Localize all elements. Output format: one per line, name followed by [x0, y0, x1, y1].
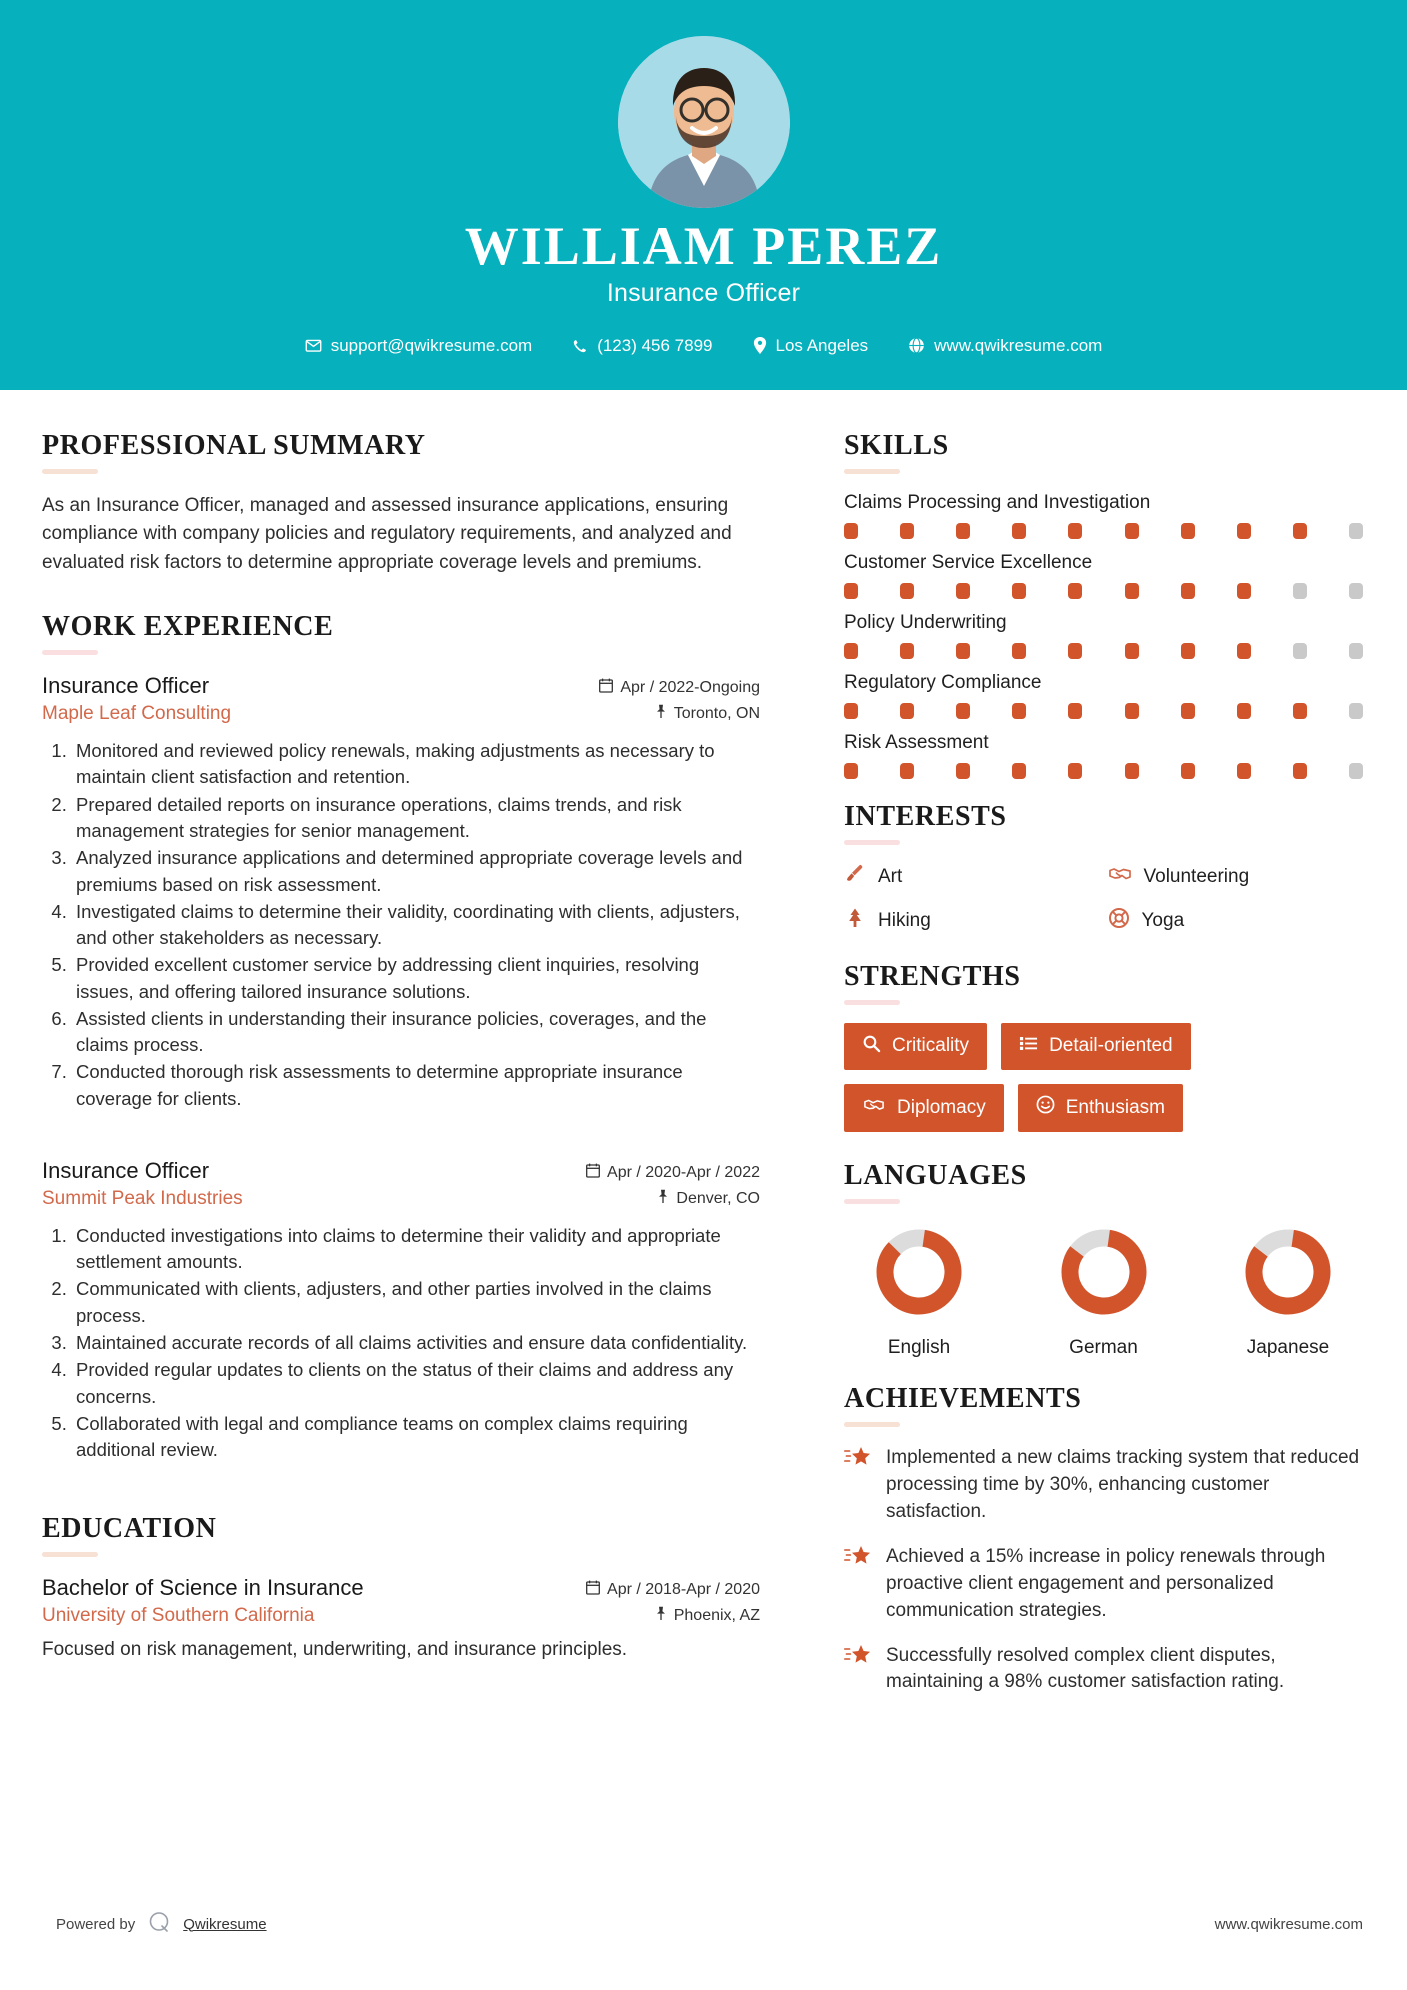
skill-dot [844, 583, 858, 599]
skill-dot [1293, 763, 1307, 779]
resume-header [0, 0, 1407, 390]
section-rule [42, 650, 98, 655]
phone-icon [572, 338, 588, 354]
skill-dot [1349, 523, 1363, 539]
interests-heading: INTERESTS [844, 800, 1007, 832]
pushpin-icon [657, 1189, 669, 1209]
entry-location-text: Denver, CO [676, 1189, 760, 1207]
section-education [42, 1513, 760, 1661]
section-achievements [844, 1383, 1363, 1697]
skill-dot [1125, 523, 1139, 539]
skill-row [844, 552, 1363, 599]
skill-label: Customer Service Excellence [844, 551, 1093, 573]
interest-item [844, 907, 1100, 935]
interest-item [844, 863, 1100, 891]
entry-sub [42, 1605, 760, 1627]
strength-label: Diplomacy [897, 1096, 986, 1118]
avatar-photo-icon [618, 36, 790, 208]
skill-dot [844, 703, 858, 719]
language-item [844, 1222, 994, 1359]
right-column [800, 390, 1407, 1725]
skill-rating [844, 763, 1363, 779]
resume-body [0, 390, 1407, 1725]
strength-label: Detail-oriented [1049, 1035, 1173, 1057]
list-item: 3. Maintained accurate records of all claims activities and ensure data confidentiality. [72, 1330, 760, 1356]
skill-dot [1293, 643, 1307, 659]
skill-dot [844, 763, 858, 779]
smiley-icon [1036, 1095, 1055, 1120]
skill-dot [844, 523, 858, 539]
language-label: English [887, 1336, 951, 1358]
skill-dot [1293, 583, 1307, 599]
entry-bullets [42, 738, 760, 1112]
handshake-icon [862, 1095, 886, 1121]
section-work-experience [42, 611, 760, 1463]
section-rule [844, 469, 900, 474]
section-rule [42, 1552, 98, 1557]
skill-row [844, 492, 1363, 539]
job-title: Insurance Officer [606, 278, 801, 307]
footer-brand-link[interactable]: Qwikresume [183, 1915, 267, 1933]
skill-dot [900, 763, 914, 779]
skill-dot [956, 763, 970, 779]
section-rule [844, 1422, 900, 1427]
footer-website[interactable]: www.qwikresume.com [1214, 1915, 1363, 1933]
entry-role: Insurance Officer [42, 1157, 210, 1183]
qwikresume-logo-icon [147, 1910, 171, 1938]
skill-label: Policy Underwriting [844, 611, 1007, 633]
skill-rating [844, 643, 1363, 659]
section-skills [844, 430, 1363, 779]
contact-email-text: support@qwikresume.com [330, 335, 533, 355]
experience-entry [42, 673, 760, 1112]
section-professional-summary [42, 430, 760, 578]
interest-item [1108, 863, 1364, 891]
star-icon [844, 1643, 872, 1674]
experience-entry [42, 1158, 760, 1463]
calendar-icon [599, 678, 613, 698]
contact-row [0, 336, 1407, 356]
summary-text: As an Insurance Officer, managed and assessed insurance applications, ensuring compliance with company policies and regulatory requirements, and analyzed and evaluated risk factors to determine appropriate coverage levels and premiums. [42, 494, 732, 573]
skill-rating [844, 703, 1363, 719]
skill-dot [844, 643, 858, 659]
footer-powered-text: Powered by [56, 1915, 136, 1933]
skill-dot [1181, 643, 1195, 659]
achievement-text: Successfully resolved complex client disputes, maintaining a 98% customer satisfaction rating. [886, 1644, 1285, 1693]
skill-dot [956, 703, 970, 719]
strengths-list [844, 1023, 1363, 1132]
skill-dot [1012, 643, 1026, 659]
strength-label: Criticality [892, 1035, 970, 1057]
skill-dot [900, 703, 914, 719]
skill-dot [1181, 523, 1195, 539]
achievement-item [844, 1445, 1363, 1526]
section-strengths [844, 961, 1363, 1132]
achievement-item [844, 1544, 1363, 1625]
star-icon [844, 1544, 872, 1575]
entry-dates [586, 1163, 760, 1183]
entry-dates [599, 678, 760, 698]
skill-dot [1237, 523, 1251, 539]
entry-head [42, 673, 760, 699]
strength-tag-detail-oriented [1001, 1023, 1191, 1070]
skill-dot [1068, 643, 1082, 659]
interest-label: Hiking [878, 909, 931, 931]
entry-organization: University of Southern California [42, 1605, 315, 1627]
calendar-icon [586, 1580, 600, 1600]
language-donut-chart [869, 1222, 969, 1322]
entry-location-text: Phoenix, AZ [673, 1607, 760, 1625]
strength-label: Enthusiasm [1065, 1096, 1165, 1118]
contact-location [753, 336, 869, 356]
pushpin-icon [655, 1606, 667, 1626]
resume-footer [0, 1910, 1407, 1938]
skill-dot [1012, 763, 1026, 779]
contact-location-text: Los Angeles [775, 335, 869, 355]
section-languages [844, 1160, 1363, 1359]
entry-location [655, 704, 760, 724]
work-heading: WORK EXPERIENCE [42, 611, 334, 643]
skill-dot [900, 643, 914, 659]
interests-grid [844, 863, 1363, 935]
skill-dot [956, 583, 970, 599]
language-item [1213, 1222, 1363, 1359]
skill-dot [1237, 763, 1251, 779]
summary-heading: PROFESSIONAL SUMMARY [42, 429, 426, 461]
skill-dot [956, 643, 970, 659]
skill-dot [1012, 523, 1026, 539]
list-item: 3. Analyzed insurance applications and determined appropriate coverage levels and premiums based on risk assessment. [72, 845, 760, 898]
language-donut-chart [1054, 1222, 1154, 1322]
skill-label: Regulatory Compliance [844, 671, 1042, 693]
section-rule [844, 840, 900, 845]
skill-dot [956, 523, 970, 539]
search-icon [862, 1034, 881, 1059]
education-note: Focused on risk management, underwriting, and insurance principles. [42, 1639, 628, 1661]
star-icon [844, 1445, 872, 1476]
contact-website-text: www.qwikresume.com [934, 335, 1103, 355]
list-item: 5. Collaborated with legal and compliance teams on complex claims requiring additional review. [72, 1411, 760, 1464]
skill-dot [1125, 583, 1139, 599]
skill-dot [1181, 703, 1195, 719]
skill-label: Risk Assessment [844, 731, 989, 753]
skill-rating [844, 523, 1363, 539]
skill-dot [1293, 703, 1307, 719]
skill-dot [1068, 523, 1082, 539]
skill-dot [1012, 583, 1026, 599]
education-entry [42, 1575, 760, 1661]
skill-dot [1181, 763, 1195, 779]
skill-dot [1237, 703, 1251, 719]
avatar [618, 36, 790, 208]
languages-row [844, 1222, 1363, 1359]
languages-heading: LANGUAGES [844, 1159, 1027, 1191]
section-rule [844, 1000, 900, 1005]
skill-dot [1012, 703, 1026, 719]
list-item: 2. Communicated with clients, adjusters, and other parties involved in the claims process. [72, 1276, 760, 1329]
skill-dot [900, 523, 914, 539]
education-heading: EDUCATION [42, 1513, 217, 1545]
list-item: 1. Monitored and reviewed policy renewals, making adjustments as necessary to maintain client satisfaction and retention. [72, 738, 760, 791]
section-rule [42, 469, 98, 474]
contact-phone[interactable] [572, 336, 712, 356]
globe-icon [908, 337, 925, 354]
entry-organization: Maple Leaf Consulting [42, 703, 232, 725]
list-item: 2. Prepared detailed reports on insurance operations, claims trends, and risk management strategies for senior management. [72, 792, 760, 845]
tree-icon [844, 907, 866, 935]
achievements-heading: ACHIEVEMENTS [844, 1382, 1082, 1414]
paintbrush-icon [844, 863, 866, 891]
page-title: WILLIAM PEREZ [464, 216, 943, 276]
entry-role: Insurance Officer [42, 673, 210, 699]
left-column [0, 390, 800, 1698]
list-item: 7. Conducted thorough risk assessments to determine appropriate insurance coverage for clients. [72, 1059, 760, 1112]
handshake-icon [1108, 863, 1132, 891]
language-item [1029, 1222, 1179, 1359]
language-label: German [1069, 1336, 1138, 1358]
entry-bullets [42, 1223, 760, 1463]
skill-row [844, 732, 1363, 779]
entry-sub [42, 1188, 760, 1210]
calendar-icon [586, 1163, 600, 1183]
skill-row [844, 612, 1363, 659]
list-icon [1019, 1034, 1038, 1059]
skill-label: Claims Processing and Investigation [844, 491, 1151, 513]
skill-dot [1068, 703, 1082, 719]
entry-dates-text: Apr / 2020-Apr / 2022 [607, 1163, 760, 1181]
skill-dot [1293, 523, 1307, 539]
interest-label: Volunteering [1143, 865, 1250, 887]
skill-dot [1125, 703, 1139, 719]
contact-website[interactable] [908, 336, 1102, 356]
skill-dot [1125, 763, 1139, 779]
entry-dates-text: Apr / 2022-Ongoing [620, 679, 760, 697]
skill-dot [1237, 583, 1251, 599]
entry-head [42, 1575, 760, 1601]
list-item: 4. Investigated claims to determine their validity, coordinating with clients, adjusters, and other stakeholders as necessary. [72, 899, 760, 952]
list-item: 5. Provided excellent customer service by addressing client inquiries, resolving issues, and offering tailored insurance solutions. [72, 952, 760, 1005]
skill-dot [1349, 763, 1363, 779]
achievement-text: Achieved a 15% increase in policy renewals through proactive client engagement and personalized communication strategies. [886, 1545, 1326, 1621]
lifebuoy-icon [1108, 907, 1130, 935]
entry-sub [42, 703, 760, 725]
skill-dot [1349, 703, 1363, 719]
skill-dot [1068, 583, 1082, 599]
skill-dot [1349, 583, 1363, 599]
skill-dot [1068, 763, 1082, 779]
skill-dot [1237, 643, 1251, 659]
strength-tag-diplomacy [844, 1084, 1004, 1132]
language-label: Japanese [1246, 1336, 1330, 1358]
entry-location-text: Toronto, ON [673, 705, 760, 723]
skill-rating [844, 583, 1363, 599]
skill-dot [900, 583, 914, 599]
footer-powered-by [56, 1910, 267, 1938]
entry-location [655, 1606, 760, 1626]
interest-label: Yoga [1141, 909, 1185, 931]
achievement-text: Implemented a new claims tracking system that reduced processing time by 30%, enhancing customer satisfaction. [886, 1446, 1360, 1522]
section-interests [844, 801, 1363, 935]
envelope-icon [305, 337, 322, 354]
entry-degree: Bachelor of Science in Insurance [42, 1575, 364, 1601]
section-rule [844, 1199, 900, 1204]
skills-heading: SKILLS [844, 429, 949, 461]
entry-dates-text: Apr / 2018-Apr / 2020 [607, 1581, 760, 1599]
strength-tag-criticality [844, 1023, 987, 1070]
skill-dot [1125, 643, 1139, 659]
list-item: 6. Assisted clients in understanding their insurance policies, coverages, and the claims process. [72, 1006, 760, 1059]
skill-dot [1349, 643, 1363, 659]
skill-row [844, 672, 1363, 719]
entry-head [42, 1158, 760, 1184]
skill-dot [1181, 583, 1195, 599]
interest-item [1108, 907, 1364, 935]
strengths-heading: STRENGTHS [844, 960, 1021, 992]
entry-organization: Summit Peak Industries [42, 1187, 243, 1209]
list-item: 1. Conducted investigations into claims to determine their validity and appropriate settlement amounts. [72, 1223, 760, 1276]
entry-dates [586, 1580, 760, 1600]
language-donut-chart [1238, 1222, 1338, 1322]
interest-label: Art [878, 865, 903, 887]
list-item: 4. Provided regular updates to clients on the status of their claims and address any concerns. [72, 1357, 760, 1410]
contact-email[interactable] [305, 336, 533, 356]
pushpin-icon [655, 704, 667, 724]
entry-location [657, 1189, 760, 1209]
contact-phone-text: (123) 456 7899 [597, 335, 713, 355]
location-pin-icon [753, 337, 767, 354]
strength-tag-enthusiasm [1018, 1084, 1183, 1132]
achievement-item [844, 1643, 1363, 1697]
